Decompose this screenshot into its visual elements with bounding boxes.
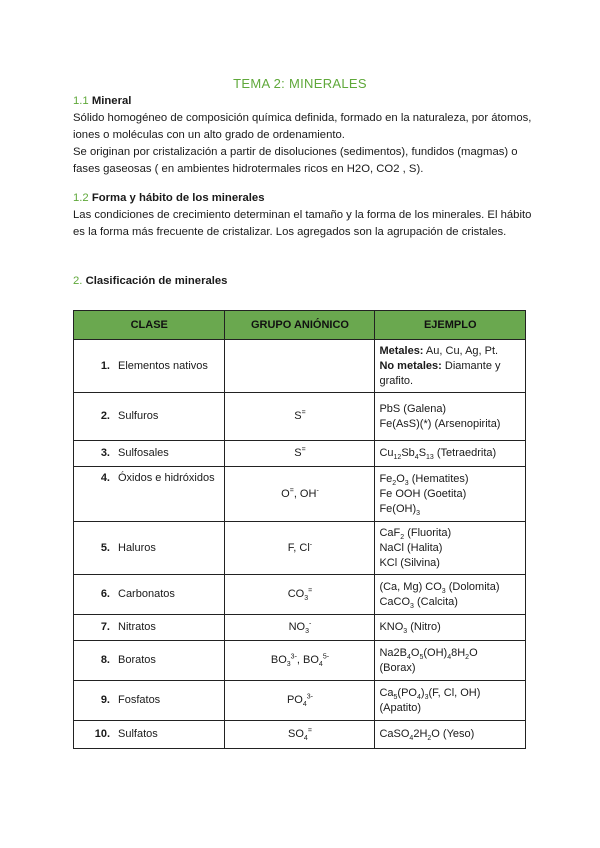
table-row (74, 340, 526, 393)
table-row (74, 441, 526, 467)
class-cell: 1. Elementos nativos (74, 340, 225, 393)
section-clasificacion (73, 273, 533, 290)
column-header: GRUPO ANIÓNICO (225, 311, 375, 340)
anion-cell: $NO_3^-$ (225, 615, 375, 641)
table-header-row (74, 311, 526, 340)
paragraph: Sólido homogéneo de composición química definida, formado en la naturaleza, por átomos, iones o moléculas con un alto grado de ordenamiento. (73, 112, 532, 141)
section-mineral (73, 93, 533, 178)
table-row (74, 575, 526, 615)
class-cell: 3. Sulfosales (74, 441, 225, 467)
example-cell: Metales: Au, Cu, Ag, Pt. No metales: Diamante y grafito. (375, 340, 526, 393)
class-cell: 6. Carbonatos (74, 575, 225, 615)
section-heading (73, 93, 533, 110)
section-number: 1.2 (73, 192, 89, 204)
page-title: TEMA 2: MINERALES (233, 76, 367, 91)
example-cell: $CaSO_42H_2O$ (Yeso) (375, 721, 526, 749)
class-cell: 7. Nitratos (74, 615, 225, 641)
section-forma-habito (73, 190, 533, 241)
class-cell: 2. Sulfuros (74, 393, 225, 441)
paragraph: Las condiciones de crecimiento determinan el tamaño y la forma de los minerales. El hábito es la forma más frecuente de cristalizar. Los agregados son la agrupación de cristales. (73, 209, 532, 238)
class-cell: 10. Sulfatos (74, 721, 225, 749)
class-cell: 5. Haluros (74, 522, 225, 575)
anion-cell: $BO_3^{3-}$, $BO_4^{5-}$ (225, 641, 375, 681)
class-cell: 8. Boratos (74, 641, 225, 681)
anion-cell: $CO_3^=$ (225, 575, 375, 615)
section-title: Mineral (91, 95, 132, 107)
section-title: Clasificación de minerales (85, 275, 228, 287)
anion-cell: O=, OH- (225, 467, 375, 522)
table-row (74, 393, 526, 441)
table-row (74, 641, 526, 681)
anion-cell (225, 340, 375, 393)
section-heading (73, 190, 533, 207)
anion-cell: F, Cl- (225, 522, 375, 575)
class-cell: 9. Fosfatos (74, 681, 225, 721)
anion-cell: $SO_4^=$ (225, 721, 375, 749)
anion-cell: S= (225, 441, 375, 467)
table-row (74, 721, 526, 749)
column-header: EJEMPLO (375, 311, 526, 340)
column-header: CLASE (74, 311, 225, 340)
class-cell: 4. Óxidos e hidróxidos (74, 467, 225, 522)
section-number: 2. (73, 275, 83, 287)
table-row (74, 681, 526, 721)
example-cell: (Ca, Mg) $CO_3$ (Dolomita) CaCO$_3$ (Calcita) (375, 575, 526, 615)
table-row (74, 467, 526, 522)
example-cell: PbS (Galena) Fe(AsS)(*) (Arsenopirita) (375, 393, 526, 441)
table-row (74, 522, 526, 575)
anion-cell: $PO_4^{3-}$ (225, 681, 375, 721)
example-cell: $Ca_5(PO_4)_3(F$, Cl, OH) (Apatito) (375, 681, 526, 721)
example-cell: CaF$_2$ (Fluorita) NaCl (Halita) KCl (Silvina) (375, 522, 526, 575)
example-cell: $Na2B_4O_5(OH)_48H_2O$ (Borax) (375, 641, 526, 681)
example-cell: $Cu_{12}Sb_4S_{13}$ (Tetraedrita) (375, 441, 526, 467)
section-title: Forma y hábito de los minerales (91, 192, 265, 204)
anion-cell: S= (225, 393, 375, 441)
table-row (74, 615, 526, 641)
section-heading (73, 273, 533, 290)
section-number: 1.1 (73, 95, 89, 107)
example-cell: $KNO_3$ (Nitro) (375, 615, 526, 641)
minerals-table (73, 310, 526, 749)
example-cell: $Fe_2O_3$ (Hematites) Fe OOH (Goetita) $Fe(OH)_3$ (375, 467, 526, 522)
paragraph: Se originan por cristalización a partir de disoluciones (sedimentos), fundidos (magmas) o fases gaseosas ( en ambientes hidrotermales ricos en H2O, CO2 , S). (73, 146, 518, 175)
